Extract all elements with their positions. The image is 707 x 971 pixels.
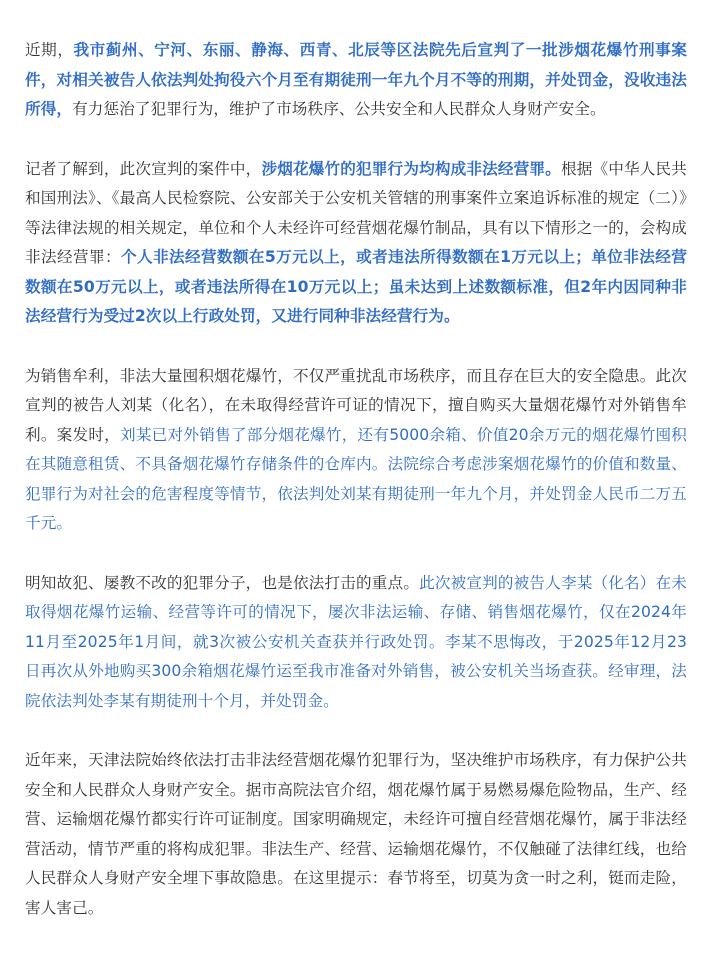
paragraph-2-text-2: 根据《中华人民共和国刑法》、《最高人民检察院、公安部关于公安机关管辖的刑事案件立案追诉标准的规定（二）》等法律法规的相关规定，单位和个人未经许可经营烟花爆竹制品，具有以下情形之一的，会构成非法经营罪：: [25, 159, 687, 266]
paragraph-4-highlight-1: 此次被宣判的被告人李某（化名）在未取得烟花爆竹运输、经营等许可的情况下，屡次非法运输、存储、销售烟花爆竹，仅在2024年11月至2025年1月间，就3次被公安机关查获并行政处罚。李某不思悔改，于2025年12月23日再次从外地购买300余箱烟花爆竹运至我市准备对外销售，被公安机关当场查获。经审理，法院依法判处李某有期徒刑十个月，并处罚金。: [25, 573, 687, 710]
paragraph-5-text-1: 近年来，天津法院始终依法打击非法经营烟花爆竹犯罪行为，坚决维护市场秩序，有力保护公共安全和人民群众人身财产安全。据市高院法官介绍，烟花爆竹属于易燃易爆危险物品，生产、经营、运输烟花爆竹都实行许可证制度。国家明确规定，未经许可擅自经营烟花爆竹，属于非法经营活动，情节严重的将构成犯罪。非法生产、经营、运输烟花爆竹，不仅触碰了法律红线，也给人民群众人身财产安全埋下事故隐患。在这里提示：春节将至，切莫为贪一时之利，铤而走险，害人害己。: [25, 751, 687, 917]
paragraph-3-text-1: 为销售牟利，非法大量囤积烟花爆竹，不仅严重扰乱市场秩序，而且存在巨大的安全隐患。此次宣判的被告人刘某（化名），在未取得经营许可证的情况下，擅自购买大量烟花爆竹对外销售牟利。案发时，: [25, 366, 687, 444]
paragraph-3-highlight-1: 刘某已对外销售了部分烟花爆竹，还有5000余箱、价值20余万元的烟花爆竹囤积在其随意租赁、不具备烟花爆竹存储条件的仓库内。法院综合考虑涉案烟花爆竹的价值和数量、犯罪行为对社会的危害程度等情节，依法判处刘某有期徒刑一年九个月，并处罚金人民币二万五千元。: [25, 425, 687, 532]
paragraph-1-text-2: 有力惩治了犯罪行为，维护了市场秩序、公共安全和人民群众人身财产安全。: [72, 100, 606, 118]
paragraph-4: [25, 569, 687, 717]
paragraph-5: [25, 746, 687, 923]
paragraph-1-highlight-1: 我市蓟州、宁河、东丽、静海、西青、北辰等区法院先后宣判了一批涉烟花爆竹刑事案件，对相关被告人依法判处拘役六个月至有期徒刑一年九个月不等的刑期，并处罚金，没收违法所得，: [25, 41, 687, 118]
paragraph-2-highlight-1: 涉烟花爆竹的犯罪行为均构成非法经营罪。: [261, 159, 561, 178]
paragraph-1-text-1: 近期，: [25, 41, 74, 59]
paragraph-2-text-1: 记者了解到，此次宣判的案件中，: [25, 159, 262, 178]
paragraph-2: [25, 155, 687, 332]
paragraph-1: [25, 36, 687, 125]
paragraph-3: [25, 362, 687, 539]
paragraph-4-text-1: 明知故犯、屡教不改的犯罪分子，也是依法打击的重点。: [25, 573, 420, 592]
paragraph-2-highlight-2: 个人非法经营数额在5万元以上，或者违法所得数额在1万元以上；单位非法经营数额在50万元以上，或者违法所得在10万元以上；虽未达到上述数额标准，但2年内因同种非法经营行为受过2次以上行政处罚，又进行同种非法经营行为。: [25, 248, 687, 325]
